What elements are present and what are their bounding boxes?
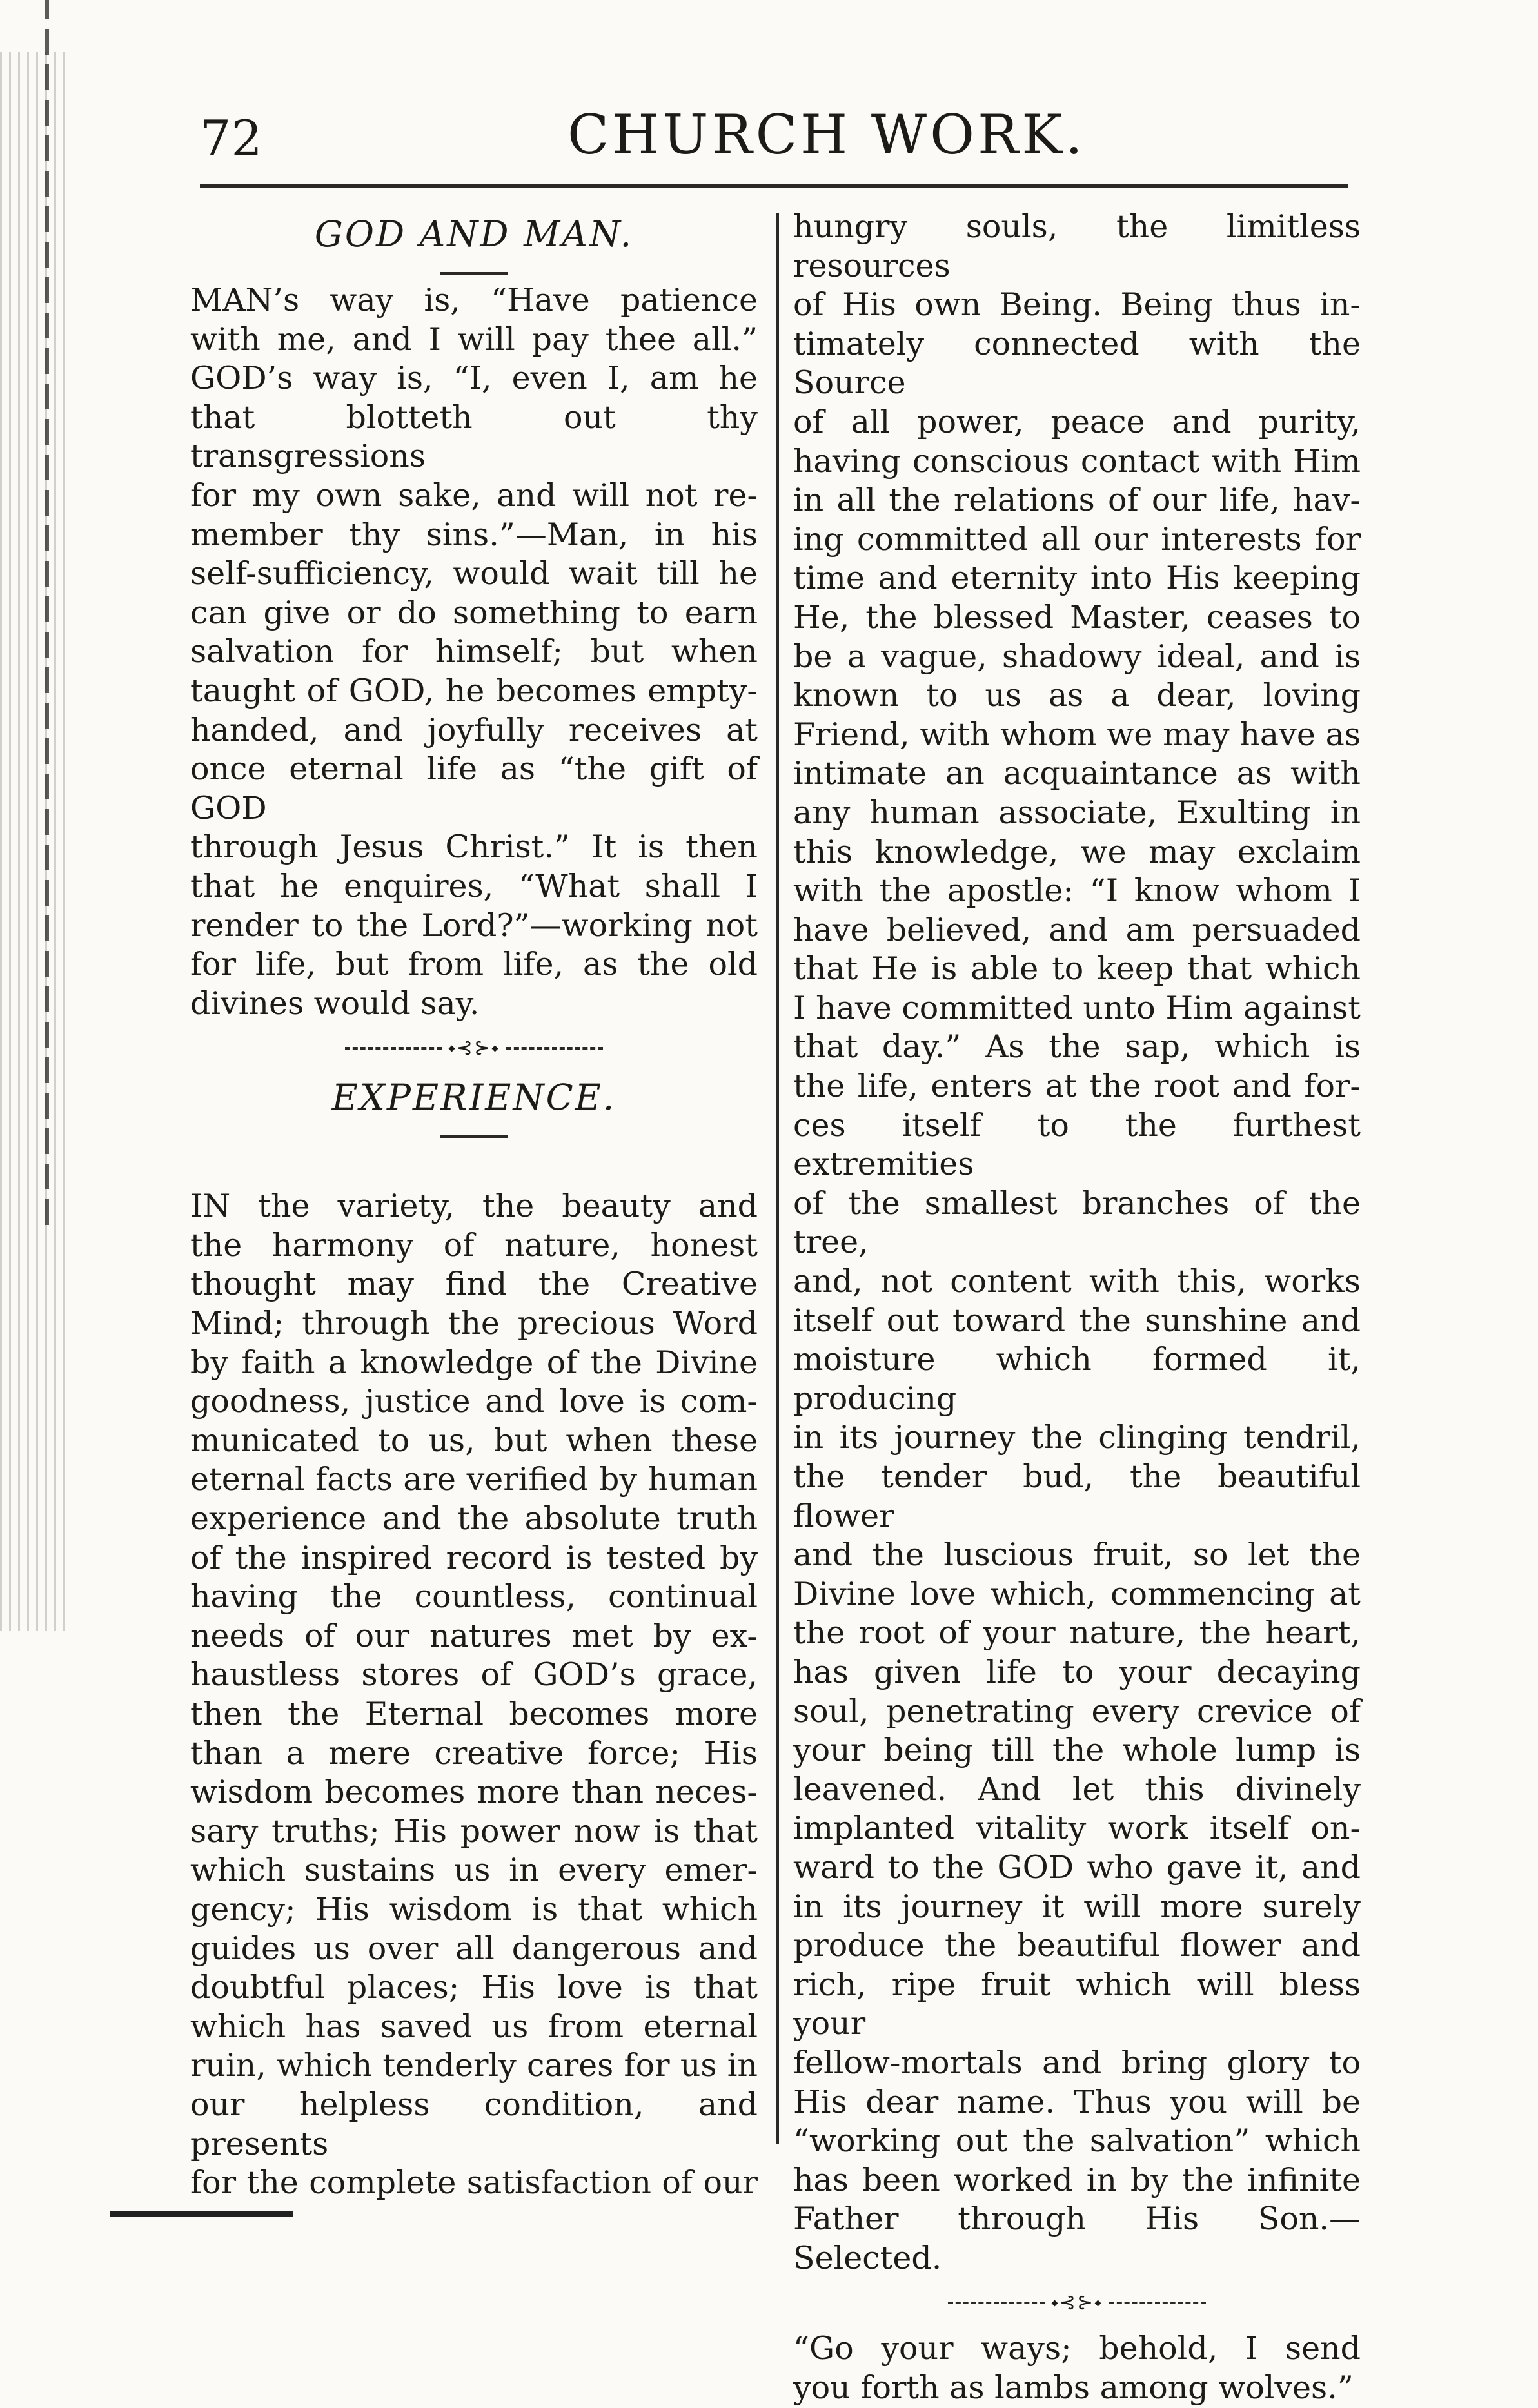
text-line: intimate an acquaintance as with: [793, 755, 1361, 792]
text-line: MAN’s way is, “Have patience: [190, 282, 758, 318]
text-line: ruin, which tenderly cares for us in: [190, 2047, 758, 2084]
text-line: can give or do something to earn: [190, 594, 758, 631]
text-line: that blotteth out thy transgressions: [190, 398, 758, 475]
text-line: which has saved us from eternal: [190, 2008, 758, 2045]
article-title-experience: EXPERIENCE.: [331, 1077, 616, 1119]
text-line: and, not content with this, works: [793, 1263, 1361, 1300]
text-line: that He is able to keep that which: [793, 950, 1361, 988]
text-line: having the countless, continual: [190, 1578, 758, 1616]
text-line: itself out toward the sunshine and: [793, 1302, 1361, 1339]
text-line: “Go your ways; behold, I send: [793, 2330, 1361, 2367]
text-line: divines would say.: [190, 984, 480, 1022]
text-line: soul, penetrating every crevice of: [793, 1692, 1361, 1730]
text-line: produce the beautiful flower and: [793, 1927, 1361, 1964]
column-divider: [776, 213, 779, 2144]
text-line: I have committed unto Him against: [793, 989, 1361, 1026]
text-line: the root of your nature, the heart,: [793, 1614, 1361, 1652]
text-line: through Jesus Christ.” It is then: [190, 828, 758, 866]
text-line: in its journey the clinging tendril,: [793, 1419, 1361, 1456]
text-line: by faith a knowledge of the Divine: [190, 1344, 758, 1381]
text-line: this knowledge, we may exclaim: [793, 833, 1361, 870]
ornament-dash-right: [506, 1047, 603, 1050]
article-title-god-and-man: GOD AND MAN.: [314, 213, 634, 255]
text-line: having conscious contact with Him: [793, 442, 1361, 480]
left-column: [190, 208, 758, 2203]
ornament-knot: ⬩⊰⊱⬩: [448, 1036, 500, 1059]
spacer: [190, 1144, 758, 1187]
text-line: Father through His Son.—Selected.: [793, 2200, 1361, 2276]
text-line: have believed, and am persuaded: [793, 911, 1361, 948]
text-line: render to the Lord?”—working not: [190, 906, 758, 944]
text-line: our helpless condition, and presents: [190, 2086, 758, 2162]
text-line: has given life to your decaying: [793, 1653, 1361, 1690]
text-line: ces itself to the furthest extremities: [793, 1106, 1361, 1183]
text-line: the life, enters at the root and for-: [793, 1068, 1361, 1105]
text-line: GOD’s way is, “I, even I, am he: [190, 360, 758, 397]
section-ornament: [793, 2283, 1361, 2323]
text-line: of the inspired record is tested by: [190, 1539, 758, 1576]
running-head: CHURCH WORK.: [567, 103, 1086, 166]
text-line: in its journey it will more surely: [793, 1888, 1361, 1925]
text-line: which sustains us in every emer-: [190, 1852, 758, 1889]
text-line: Mind; through the precious Word: [190, 1305, 758, 1342]
text-line: His dear name. Thus you will be: [793, 2083, 1361, 2120]
text-line: eternal facts are verified by human: [190, 1461, 758, 1498]
scanned-binding-edge-dark: [45, 0, 49, 1225]
text-line: implanted vitality work itself on-: [793, 1810, 1361, 1847]
right-column: [793, 208, 1361, 2408]
text-line: the tender bud, the beautiful flower: [793, 1458, 1361, 1534]
text-line: haustless stores of GOD’s grace,: [190, 1656, 758, 1694]
text-line: be a vague, shadowy ideal, and is: [793, 638, 1361, 675]
text-line: experience and the absolute truth: [190, 1500, 758, 1538]
article-body-god-and-man: [190, 281, 758, 1023]
text-line: with the apostle: “I know whom I: [793, 872, 1361, 910]
text-line: any human associate, Exulting in: [793, 794, 1361, 831]
title-rule: [440, 1135, 508, 1138]
text-line: moisture which formed it, producing: [793, 1341, 1361, 1417]
text-line: gency; His wisdom is that which: [190, 1890, 758, 1928]
text-line: thought may find the Creative: [190, 1266, 758, 1303]
text-line: once eternal life as “the gift of GOD: [190, 750, 758, 827]
text-line: self-sufficiency, would wait till he: [190, 555, 758, 592]
ornament-dash-right: [1109, 2302, 1206, 2304]
text-line: IN the variety, the beauty and: [190, 1188, 758, 1225]
text-line: known to us as a dear, loving: [793, 677, 1361, 714]
text-line: taught of GOD, he becomes empty-: [190, 672, 758, 709]
text-line: wisdom becomes more than neces-: [190, 1774, 758, 1811]
text-line: of all power, peace and purity,: [793, 403, 1361, 440]
text-line: in all the relations of our life, hav-: [793, 482, 1361, 519]
text-line: with me, and I will pay thee all.”: [190, 320, 758, 358]
text-line: ing committed all our interests for: [793, 520, 1361, 558]
text-line: for life, but from life, as the old: [190, 946, 758, 983]
text-line: sary truths; His power now is that: [190, 1812, 758, 1850]
text-line: timately connected with the Source: [793, 325, 1361, 402]
article-body-experience: [190, 1187, 758, 2202]
text-line: the harmony of nature, honest: [190, 1226, 758, 1264]
text-line: guides us over all dangerous and: [190, 1930, 758, 1967]
text-line: your being till the whole lump is: [793, 1732, 1361, 1769]
text-line: rich, ripe fruit which will bless your: [793, 1966, 1361, 2042]
text-line: of the smallest branches of the tree,: [793, 1184, 1361, 1261]
text-line: than a mere creative force; His: [190, 1734, 758, 1772]
bottom-rule: [110, 2211, 293, 2217]
text-line: you forth as lambs among wolves.”: [793, 2369, 1354, 2407]
page-header: [200, 103, 1354, 174]
section-ornament: [190, 1028, 758, 1068]
ornament-knot: ⬩⊰⊱⬩: [1051, 2291, 1103, 2315]
ornament-dash-left: [948, 2302, 1045, 2304]
scanned-binding-edge: [0, 52, 68, 1631]
text-line: time and eternity into His keeping: [793, 560, 1361, 597]
text-line: that he enquires, “What shall I: [190, 867, 758, 905]
text-line: “working out the salvation” which: [793, 2122, 1361, 2160]
text-line: goodness, justice and love is com-: [190, 1383, 758, 1420]
text-line: fellow-mortals and bring glory to: [793, 2044, 1361, 2081]
page-number: 72: [200, 110, 262, 167]
text-line: municated to us, but when these: [190, 1422, 758, 1459]
title-rule: [440, 272, 508, 275]
text-line: then the Eternal becomes more: [190, 1696, 758, 1732]
text-line: ward to the GOD who gave it, and: [793, 1848, 1361, 1886]
text-line: leavened. And let this divinely: [793, 1770, 1361, 1808]
text-line: Friend, with whom we may have as: [793, 716, 1361, 753]
closing-quote: [793, 2329, 1361, 2407]
text-line: for my own sake, and will not re-: [190, 476, 758, 514]
header-rule: [200, 184, 1348, 188]
text-line: needs of our natures met by ex-: [190, 1617, 758, 1654]
text-line: doubtful places; His love is that: [190, 1969, 758, 2006]
text-line: that day.” As the sap, which is: [793, 1028, 1361, 1066]
text-line: of His own Being. Being thus in-: [793, 286, 1361, 324]
text-line: member thy sins.”—Man, in his: [190, 516, 758, 553]
article-body-experience-continued: [793, 208, 1361, 2278]
text-line: has been worked in by the infinite: [793, 2161, 1361, 2198]
text-line: and the luscious fruit, so let the: [793, 1536, 1361, 1574]
text-line: He, the blessed Master, ceases to: [793, 598, 1361, 636]
ornament-dash-left: [345, 1047, 442, 1050]
text-line: for the complete satisfaction of our: [190, 2164, 758, 2202]
text-line: handed, and joyfully receives at: [190, 711, 758, 749]
text-line: hungry souls, the limitless resources: [793, 208, 1361, 284]
text-line: Divine love which, commencing at: [793, 1575, 1361, 1612]
text-line: salvation for himself; but when: [190, 633, 758, 671]
